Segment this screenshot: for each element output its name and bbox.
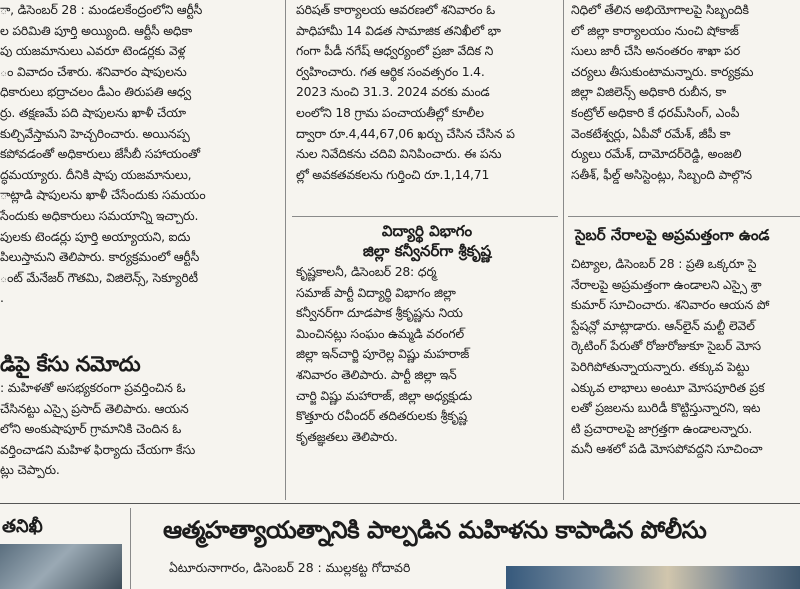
text-line: ం వివాదం చేశారు. శనివారం షాపులను: [0, 63, 187, 79]
column-divider: [130, 508, 131, 589]
article-headline: జిల్లా కన్వీనర్‌గా శ్రీకృష్ణ: [362, 242, 492, 260]
text-line: జిల్లా ఇన్‌చార్జి పూరెల్ల విష్ణు మహరాజ్: [296, 346, 470, 362]
column-3-bottom: [571, 254, 800, 494]
text-line: ల్లో అవకతవకలను గుర్తించి రూ.1,14,71: [296, 166, 490, 182]
text-line: పు యజమానులు ఎవరూ టెండర్లకు వెళ్ల: [0, 43, 186, 59]
text-line: ర్వహించారు. గత ఆర్థిక సంవత్సరం 1.4.: [296, 63, 485, 79]
text-line: కుల్చివేస్తామని హెచ్చరించారు. అయినప్ప: [0, 125, 190, 141]
text-line: నేరాలపై అప్రమత్తంగా ఉండాలని ఎస్సై శ్రా: [571, 276, 762, 292]
text-line: లంలోని 18 గ్రామ పంచాయతీల్లో కూలీల: [296, 104, 484, 120]
text-line: పిలుస్తామని తెలిపారు. కార్యక్రమంలో ఆర్టీసీ: [0, 249, 200, 265]
text-line: కన్వీనర్‌గా దూడపాక శ్రీకృష్ణను నియ: [296, 305, 463, 321]
text-line: నుల నివేదికను చదివి వినిపించారు. ఈ పను: [296, 146, 502, 162]
text-line: ద్వారా రూ.4,44,67,06 ఖర్చు చేసిన చేసిన ప: [296, 125, 515, 141]
section-divider: [292, 216, 558, 217]
main-dateline: ఏటూరునాగారం, డిసెంబర్ 28 : ముల్లకట్ట గోదావరి: [169, 560, 411, 575]
text-line: పెరిగిపోతున్నాయన్నారు. తక్కువ పెట్టు: [571, 358, 750, 374]
text-line: నిధిలో తేలిన అభియోగాలపై సిబ్బందికి: [571, 2, 749, 17]
text-line: కొత్తూరు రవీందర్ తదితరులకు శ్రీకృష్ణ: [296, 408, 467, 424]
column-3-top: [571, 0, 800, 218]
text-line: ద్ధమయ్యారు. దీనికి షాపు యజమానులు,: [0, 166, 192, 182]
text-line: పాధిహామీ 14 విడత సామాజిక తనిఖీలో భా: [296, 22, 501, 38]
text-line: కృతజ్ఞతలు తెలిపారు.: [296, 428, 398, 444]
text-line: గంగా పీడీ నగేష్ ఆధ్వర్యంలో ప్రజా వేదిక ని: [296, 43, 494, 59]
column-2-bottom: [296, 262, 558, 492]
text-line: సులు జారీ చేసి అనంతరం శాఖా పర: [571, 43, 740, 59]
text-line: ల పరిమితి పూర్తి అయ్యింది. ఆర్టీసీ అధికా: [0, 22, 193, 38]
column-2-top: [296, 0, 558, 215]
text-line: సేందుకు అధికారులు సమయాన్ని ఇచ్చారు.: [0, 207, 199, 223]
text-line: లో జిల్లా కార్యాలయం నుంచి షోకాజ్: [571, 22, 739, 38]
page-divider: [0, 503, 800, 504]
side-headline: తనిఖీ: [2, 516, 43, 537]
text-line: మనీ ఆశలో పడి మోసపోవద్దని సూచించా: [571, 441, 763, 457]
column-divider: [563, 0, 564, 500]
column-divider: [285, 0, 286, 500]
text-line: ర్యులు రమేశ్, దామోదర్‌రెడ్డి, అంజలి: [571, 146, 742, 162]
column-1-bottom: [0, 378, 272, 503]
text-line: సతీశ్, ఫీల్డ్ అసిస్టెంట్లు, సిబ్బంది పాల్గొన: [571, 166, 752, 182]
text-line: చర్యలు తీసుకుంటామన్నారు. కార్యక్రమ: [571, 63, 754, 79]
text-line: ఎక్కువ లాభాలు అంటూ మోసపూరిత ప్రక: [571, 379, 765, 395]
text-line: ంట్ మేనేజర్ గౌతమి, విజిలెన్స్, సెక్యూరిటీ: [0, 269, 198, 285]
column-1-headline: డిపై కేసు నమోదు: [0, 352, 141, 376]
news-photo: [0, 544, 122, 589]
text-line: జిల్లా విజిలెన్స్ అధికారి రుబీన, కా: [571, 84, 727, 100]
text-line: పరిషత్ కార్యాలయ ఆవరణలో శనివారం ఓ: [296, 2, 495, 17]
text-line: టి ప్రచారాలపై జాగ్రత్తగా ఉండాలన్నారు.: [571, 420, 753, 436]
text-line: కృష్ణకాలనీ, డిసెంబర్ 28: ధర్మ: [296, 264, 437, 279]
text-line: ర్రు. తక్షణమే పది షాపులను ఖాళీ చేయా: [0, 104, 186, 120]
text-line: కపోవడంతో అధికారులు జేసీబీ సహాయంతో: [0, 146, 200, 162]
text-line: చిట్యాల, డిసెంబర్ 28 : ప్రతి ఒక్కరూ సై: [571, 256, 757, 271]
text-line: శనివారం తెలిపారు. పార్టీ జిల్లా ఇన్: [296, 366, 457, 382]
text-line: చేసినట్టు ఎస్సై ప్రసాద్ తెలిపారు. ఆయన: [0, 400, 189, 416]
text-line: చార్జి విష్ణు మహారాజ్, జిల్లా అధ్యక్షుడు: [296, 387, 472, 403]
text-line: లతో ప్రజలను బురిడీ కొట్టిస్తున్నారని, ఇట: [571, 400, 761, 416]
text-line: .: [0, 290, 4, 306]
text-line: సమాజ్ పార్టీ విద్యార్థి విభాగం జిల్లా: [296, 284, 456, 300]
column-1-top: [0, 0, 272, 360]
main-headline: ఆత్మహత్యాయత్నానికి పాల్పడిన మహిళను కాపాడిన పోలీసు: [163, 516, 707, 544]
text-line: పులకు టెండర్లు పూర్తి అయ్యాయని, ఐదు: [0, 228, 191, 244]
text-line: వర్తించాడని మహిళ ఫిర్యాదు చేయగా కేసు: [0, 441, 196, 457]
text-line: ర్కెటింగ్ పేరుతో రోజురోజుకూ సైబర్ మోస: [571, 338, 761, 354]
text-line: మించినట్లు సంఘం ఉమ్మడి వరంగల్: [296, 325, 464, 341]
text-line: ధికారులు భద్రాచలం డీఎం తిరుపతి ఆధ్వ: [0, 84, 191, 100]
text-line: ట్లు చెప్పారు.: [0, 462, 60, 478]
text-line: స్టేషన్లో మాట్లాడారు. ఆన్‌లైన్ మల్టీ లెవెల్: [571, 317, 755, 333]
text-line: కుమార్ సూచించారు. శనివారం ఆయన పో: [571, 297, 770, 313]
text-line: ాట్లాడి షాపులను ఖాళీ చేసేందుకు సమయం: [0, 187, 206, 203]
text-line: వెంకటేశ్వర్లు, ఏపీవో రమేశ్, జీపీ కా: [571, 125, 731, 141]
section-divider: [568, 216, 800, 217]
text-line: ా, డిసెంబర్ 28 : మండలకేంద్రంలోని ఆర్టీసీ: [0, 2, 203, 17]
news-photo: [506, 566, 800, 589]
text-line: : మహిళతో అసభ్యకరంగా ప్రవర్తించిన ఓ: [0, 380, 186, 395]
column-3-headline: సైబర్ నేరాలపై అప్రమత్తంగా ఉండ: [575, 226, 770, 244]
text-line: లోని అంకుషాపూర్ గ్రామానికి చెందిన ఓ: [0, 421, 182, 437]
text-line: 2023 నుంచి 31.3. 2024 వరకు మండ: [296, 84, 490, 100]
article-kicker: విద్యార్థి విభాగం: [381, 222, 473, 240]
text-line: కంట్రోల్ అధికారి కే ధరమ్‌సింగ్, ఎంపీ: [571, 104, 740, 120]
